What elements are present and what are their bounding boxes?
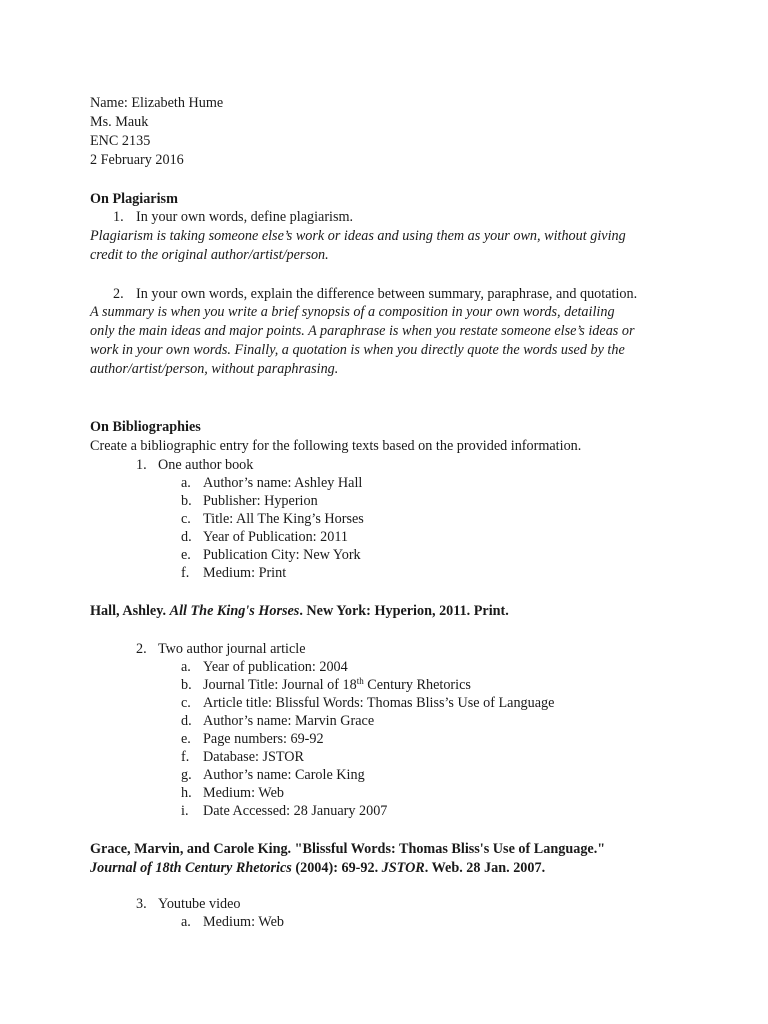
- list-item: d. Author’s name: Marvin Grace: [181, 713, 375, 729]
- bibliographies-heading: On Bibliographies: [90, 419, 201, 435]
- answer-1-line: Plagiarism is taking someone else’s work or ideas and using them as your own, without giving: [90, 228, 626, 244]
- plagiarism-heading: On Plagiarism: [90, 191, 178, 207]
- student-name: Name: Elizabeth Hume: [90, 95, 224, 111]
- list-item: d. Year of Publication: 2011: [181, 529, 349, 545]
- list-item: a. Author’s name: Ashley Hall: [181, 475, 363, 491]
- question-2-number: 2.: [113, 286, 124, 302]
- citation-2-line-1: Grace, Marvin, and Carole King. "Blissful Words: Thomas Bliss's Use of Language.": [90, 841, 606, 857]
- answer-2-line: work in your own words. Finally, a quotation is when you directly quote the words used by the: [90, 342, 625, 358]
- list-item: f. Medium: Print: [181, 565, 287, 581]
- citation-2-database: JSTOR: [381, 860, 425, 876]
- answer-2-line: author/artist/person, without paraphrasing.: [90, 361, 339, 377]
- list-item: f. Database: JSTOR: [181, 749, 305, 765]
- citation-2-journal: Journal of 18th Century Rhetorics: [90, 860, 292, 876]
- citation-2-line-2: Journal of 18th Century Rhetorics (2004): 69-92. JSTOR. Web. 28 Jan. 2007.: [90, 860, 546, 876]
- list-item: a. Year of publication: 2004: [181, 659, 348, 675]
- citation-1-title: All The King's Horses: [169, 603, 300, 619]
- question-1: In your own words, define plagiarism.: [136, 209, 354, 225]
- list-item: c. Article title: Blissful Words: Thomas Bliss’s Use of Language: [181, 695, 555, 711]
- answer-1-line: credit to the original author/artist/person.: [90, 247, 329, 263]
- bibliographies-intro: Create a bibliographic entry for the following texts based on the provided information.: [90, 438, 582, 454]
- answer-2-line: A summary is when you write a brief synopsis of a composition in your own words, detailing: [90, 304, 615, 320]
- item-3-number: 3.: [136, 896, 147, 912]
- list-item: h. Medium: Web: [181, 785, 284, 801]
- item-3-label: Youtube video: [158, 896, 241, 912]
- list-item: i. Date Accessed: 28 January 2007: [181, 803, 388, 819]
- question-2: In your own words, explain the difference between summary, paraphrase, and quotation.: [136, 286, 638, 302]
- item-2-number: 2.: [136, 641, 147, 657]
- list-item: b. Journal Title: Journal of 18th Century Rhetorics: [181, 676, 471, 693]
- item-1-label: One author book: [158, 457, 254, 473]
- course-code: ENC 2135: [90, 133, 151, 149]
- list-item: c. Title: All The King’s Horses: [181, 511, 364, 527]
- list-item: e. Publication City: New York: [181, 547, 361, 563]
- item-2-label: Two author journal article: [158, 641, 306, 657]
- item-1-number: 1.: [136, 457, 147, 473]
- list-item: b. Publisher: Hyperion: [181, 493, 318, 509]
- document-date: 2 February 2016: [90, 152, 184, 168]
- answer-2-line: only the main ideas and major points. A paraphrase is when you restate someone else’s ideas or: [90, 323, 635, 339]
- citation-1: Hall, Ashley. All The King's Horses. New York: Hyperion, 2011. Print.: [90, 603, 509, 619]
- question-1-number: 1.: [113, 209, 124, 225]
- teacher-name: Ms. Mauk: [90, 114, 149, 130]
- list-item: a. Medium: Web: [181, 914, 284, 930]
- list-item: e. Page numbers: 69-92: [181, 731, 324, 747]
- list-item: g. Author’s name: Carole King: [181, 767, 365, 783]
